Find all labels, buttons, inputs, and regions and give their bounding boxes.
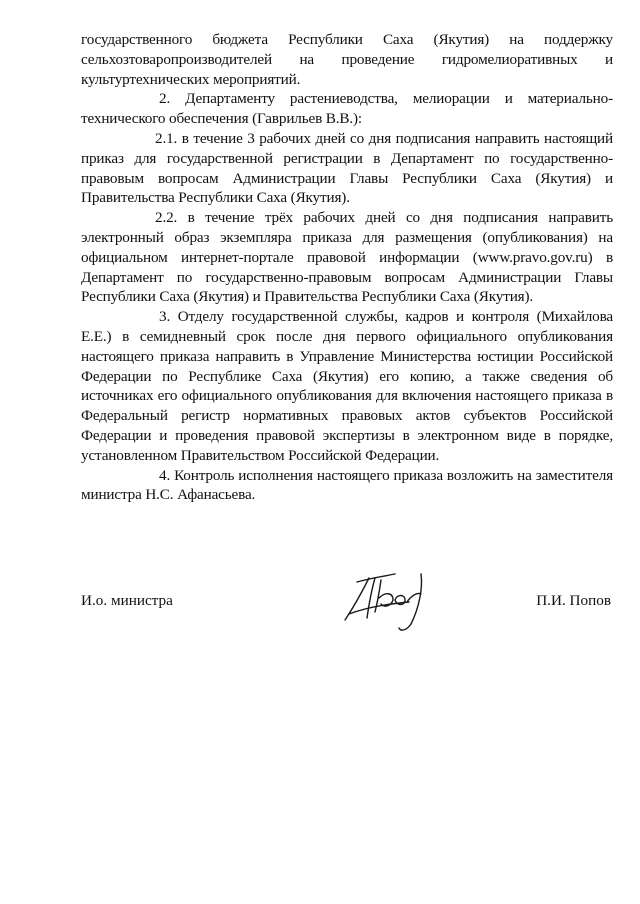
handwritten-signature: [335, 568, 445, 638]
item-text: Департаменту растениеводства, мелиорации и материально-технического обеспечения (Гаврильев В.В.):: [81, 90, 613, 128]
item-number: 2.2.: [155, 209, 178, 227]
paragraph-item-3: [81, 307, 613, 465]
signatory-name: П.И. Попов: [536, 592, 611, 609]
item-text: Отделу государственной службы, кадров и контроля (Михайлова Е.Е.) в семидневный срок после дня первого официального опубликования настоящего приказа направить в Управление Министерства юстиции Российской Федерации по Республике Саха (Якутия) его копию, а также сведения об источниках его официального опубликования для включения настоящего приказа в Федеральный регистр нормативных правовых актов субъектов Российской Федерации и проведения правовой экспертизы в электронном виде в порядке, установленном Правительством Российской Федерации.: [81, 308, 614, 464]
item-number: 2.: [159, 90, 171, 108]
item-number: 4.: [159, 466, 171, 484]
signature-stroke: [367, 578, 375, 618]
item-number: 3.: [159, 308, 171, 326]
paragraph-item-2-1: [81, 129, 613, 208]
paragraph-continuation: государственного бюджета Республики Саха (Якутия) на поддержку сельхозтоваропроизводителей на проведение гидромелиоративных и культуртехнических мероприятий.: [81, 31, 613, 88]
signatory-position: И.о. министра: [81, 592, 173, 609]
signature-stroke: [357, 574, 395, 582]
paragraph-item-2: [81, 89, 613, 129]
paragraph-item-2-2: [81, 208, 613, 307]
item-text: в течение трёх рабочих дней со дня подписания направить электронный образ экземпляра приказа для размещения (опубликования) на официальном интернет-портале правовой информации (www.pravo.gov.ru) в Департамент по государственно-правовым вопросам Администрации Главы Республики Саха (Якутия) и Правительства Республики Саха (Якутия).: [81, 209, 613, 306]
item-number: 2.1.: [155, 129, 178, 147]
paragraph-item-4: [81, 466, 613, 506]
document-body: [81, 30, 613, 505]
item-text: Контроль исполнения настоящего приказа возложить на заместителя министра Н.С. Афанасьева.: [81, 466, 613, 504]
item-text: в течение 3 рабочих дней со дня подписания направить настоящий приказ для государственной регистрации в Департамент по государственно-правовым вопросам Администрации Главы Республики Саха (Якутия) и Правительства Республики Саха (Якутия).: [81, 129, 613, 207]
